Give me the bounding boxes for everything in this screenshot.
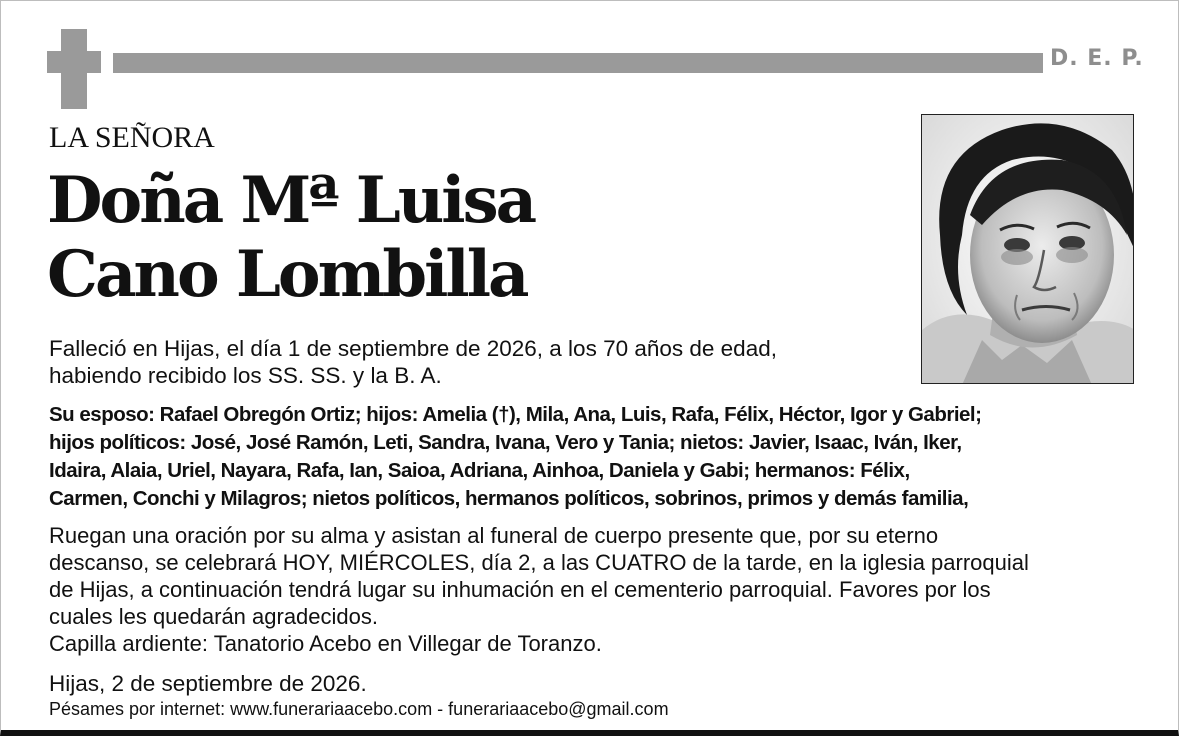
intro-line-2: habiendo recibido los SS. SS. y la B. A. (49, 363, 442, 388)
condolences-line: Pésames por internet: www.funerariaacebo.com - funerariaacebo@gmail.com (49, 699, 669, 719)
family-line-2: hijos políticos: José, José Ramón, Leti, Sandra, Ivana, Vero y Tania; nietos: Javier, Isaac, Iván, Iker, (49, 431, 962, 454)
funeral-line-5: Capilla ardiente: Tanatorio Acebo en Villegar de Toranzo. (49, 631, 602, 656)
family-line-1: Su esposo: Rafael Obregón Ortiz; hijos: Amelia (†), Mila, Ana, Luis, Rafa, Félix, Héctor, Igor y Gabriel; (49, 403, 982, 426)
notice-date: Hijas, 2 de septiembre de 2026. (49, 671, 367, 696)
death-announcement (49, 335, 909, 389)
dep-label: D. E. P. (1050, 46, 1144, 71)
deceased-name (47, 164, 534, 312)
name-line-1: Doña Mª Luisa (47, 163, 535, 238)
funeral-line-3: de Hijas, a continuación tendrá lugar su inhumación en el cementerio parroquial. Favores por los (49, 577, 991, 602)
honorific: LA SEÑORA (49, 121, 215, 154)
funeral-line-1: Ruegan una oración por su alma y asistan al funeral de cuerpo presente que, por su eterno (49, 523, 939, 548)
header-divider (113, 53, 1043, 73)
funeral-line-4: cuales les quedarán agradecidos. (49, 604, 379, 629)
family-line-3: Idaira, Alaia, Uriel, Nayara, Rafa, Ian, Saioa, Adriana, Ainhoa, Daniela y Gabi; hermanos: Félix, (49, 459, 910, 482)
family-list (49, 401, 1174, 513)
funeral-details (49, 522, 1159, 657)
cross-icon (47, 29, 101, 109)
portrait-photo (921, 114, 1134, 384)
name-line-2: Cano Lombilla (47, 237, 527, 312)
intro-line-1: Falleció en Hijas, el día 1 de septiembre de 2026, a los 70 años de edad, (49, 336, 777, 361)
funeral-line-2: descanso, se celebrará HOY, MIÉRCOLES, día 2, a las CUATRO de la tarde, en la iglesia parroquial (49, 550, 1029, 575)
family-line-4: Carmen, Conchi y Milagros; nietos políticos, hermanos políticos, sobrinos, primos y demás familia, (49, 487, 969, 510)
